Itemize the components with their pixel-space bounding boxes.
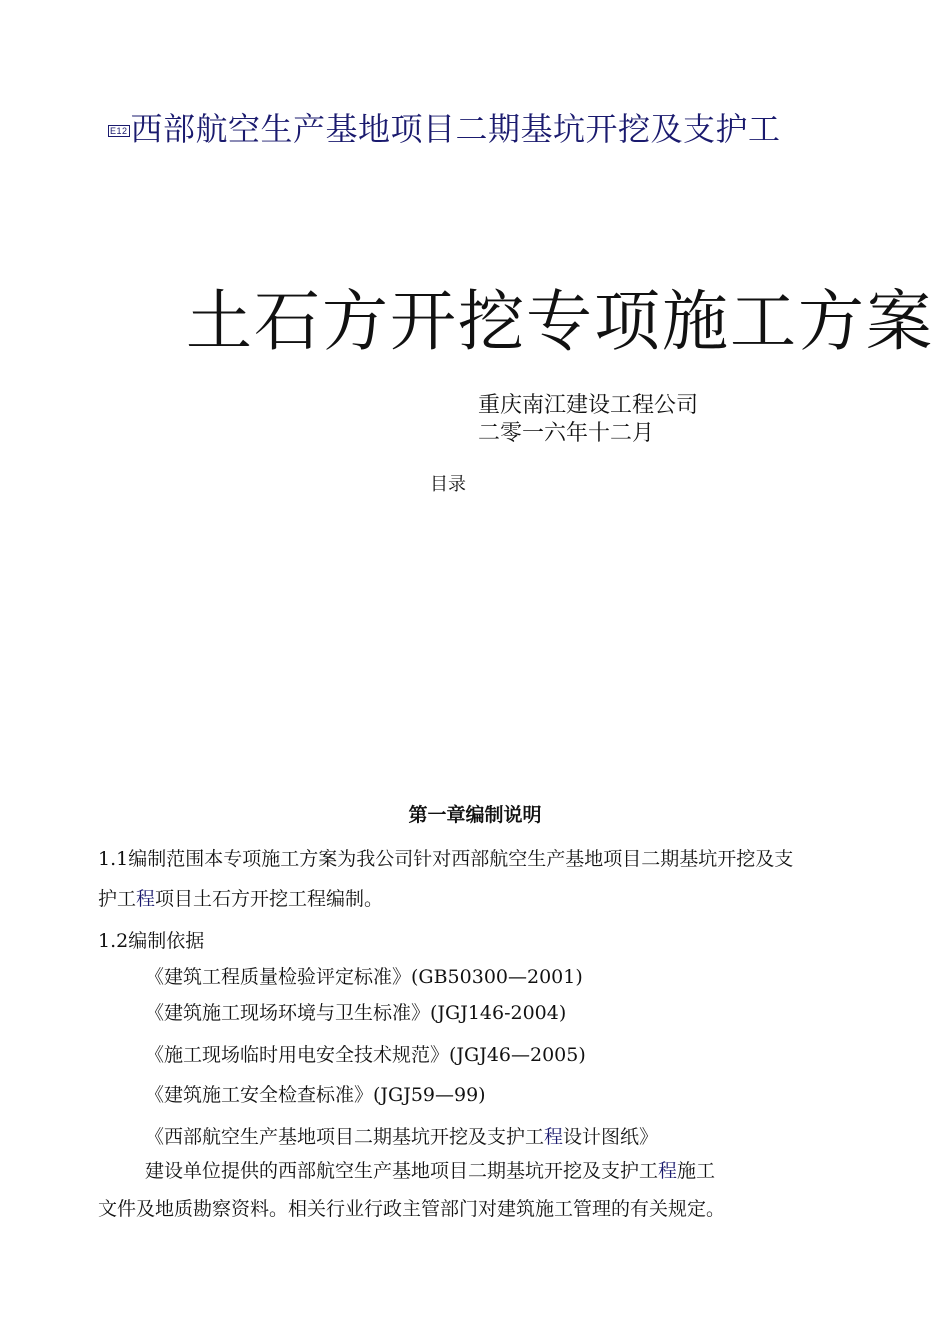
text-segment: 建设单位提供的西部航空生产基地项目二期基坑开挖及支护工 xyxy=(145,1160,659,1182)
toc-label: 目录 xyxy=(430,474,466,495)
section-1-1-line1: 1.1编制范围本专项施工方案为我公司针对西部航空生产基地项目二期基坑开挖及支 xyxy=(98,848,794,870)
text-segment: 设计图纸》 xyxy=(563,1126,659,1148)
document-date: 二零一六年十二月 xyxy=(478,421,655,446)
company-name: 重庆南江建设工程公司 xyxy=(478,393,699,418)
text-segment: 程 xyxy=(544,1126,564,1148)
reference-item xyxy=(145,1122,658,1149)
chapter-heading: 第一章编制说明 xyxy=(408,804,542,826)
text-segment: 程 xyxy=(136,888,156,910)
text-segment: 《西部航空生产基地项目二期基坑开挖及支护工 xyxy=(145,1126,545,1148)
text-segment: 施工 xyxy=(677,1160,716,1182)
header-line xyxy=(108,104,781,150)
text-segment: 项目土石方开挖工程编制。 xyxy=(155,888,384,910)
section-1-2-heading: 1.2编制依据 xyxy=(98,930,205,952)
project-title: 西部航空生产基地项目二期基坑开挖及支护工 xyxy=(130,110,781,148)
reference-item: 《施工现场临时用电安全技术规范》(JGJ46—2005) xyxy=(145,1044,586,1066)
reference-item: 《建筑工程质量检验评定标准》(GB50300—2001) xyxy=(145,966,583,988)
section-1-1-line2 xyxy=(98,884,383,911)
basis-paragraph-line2: 文件及地质勘察资料。相关行业行政主管部门对建筑施工管理的有关规定。 xyxy=(98,1198,726,1220)
basis-paragraph-line1 xyxy=(145,1156,715,1183)
main-title: 土石方开挖专项施工方案 xyxy=(186,283,934,360)
text-segment: 护工 xyxy=(98,888,137,910)
tag-label: E12 xyxy=(110,126,128,136)
text-segment: 程 xyxy=(658,1160,678,1182)
reference-item: 《建筑施工现场环境与卫生标准》(JGJ146-2004) xyxy=(145,1002,567,1024)
reference-item: 《建筑施工安全检查标准》(JGJ59—99) xyxy=(145,1084,486,1106)
